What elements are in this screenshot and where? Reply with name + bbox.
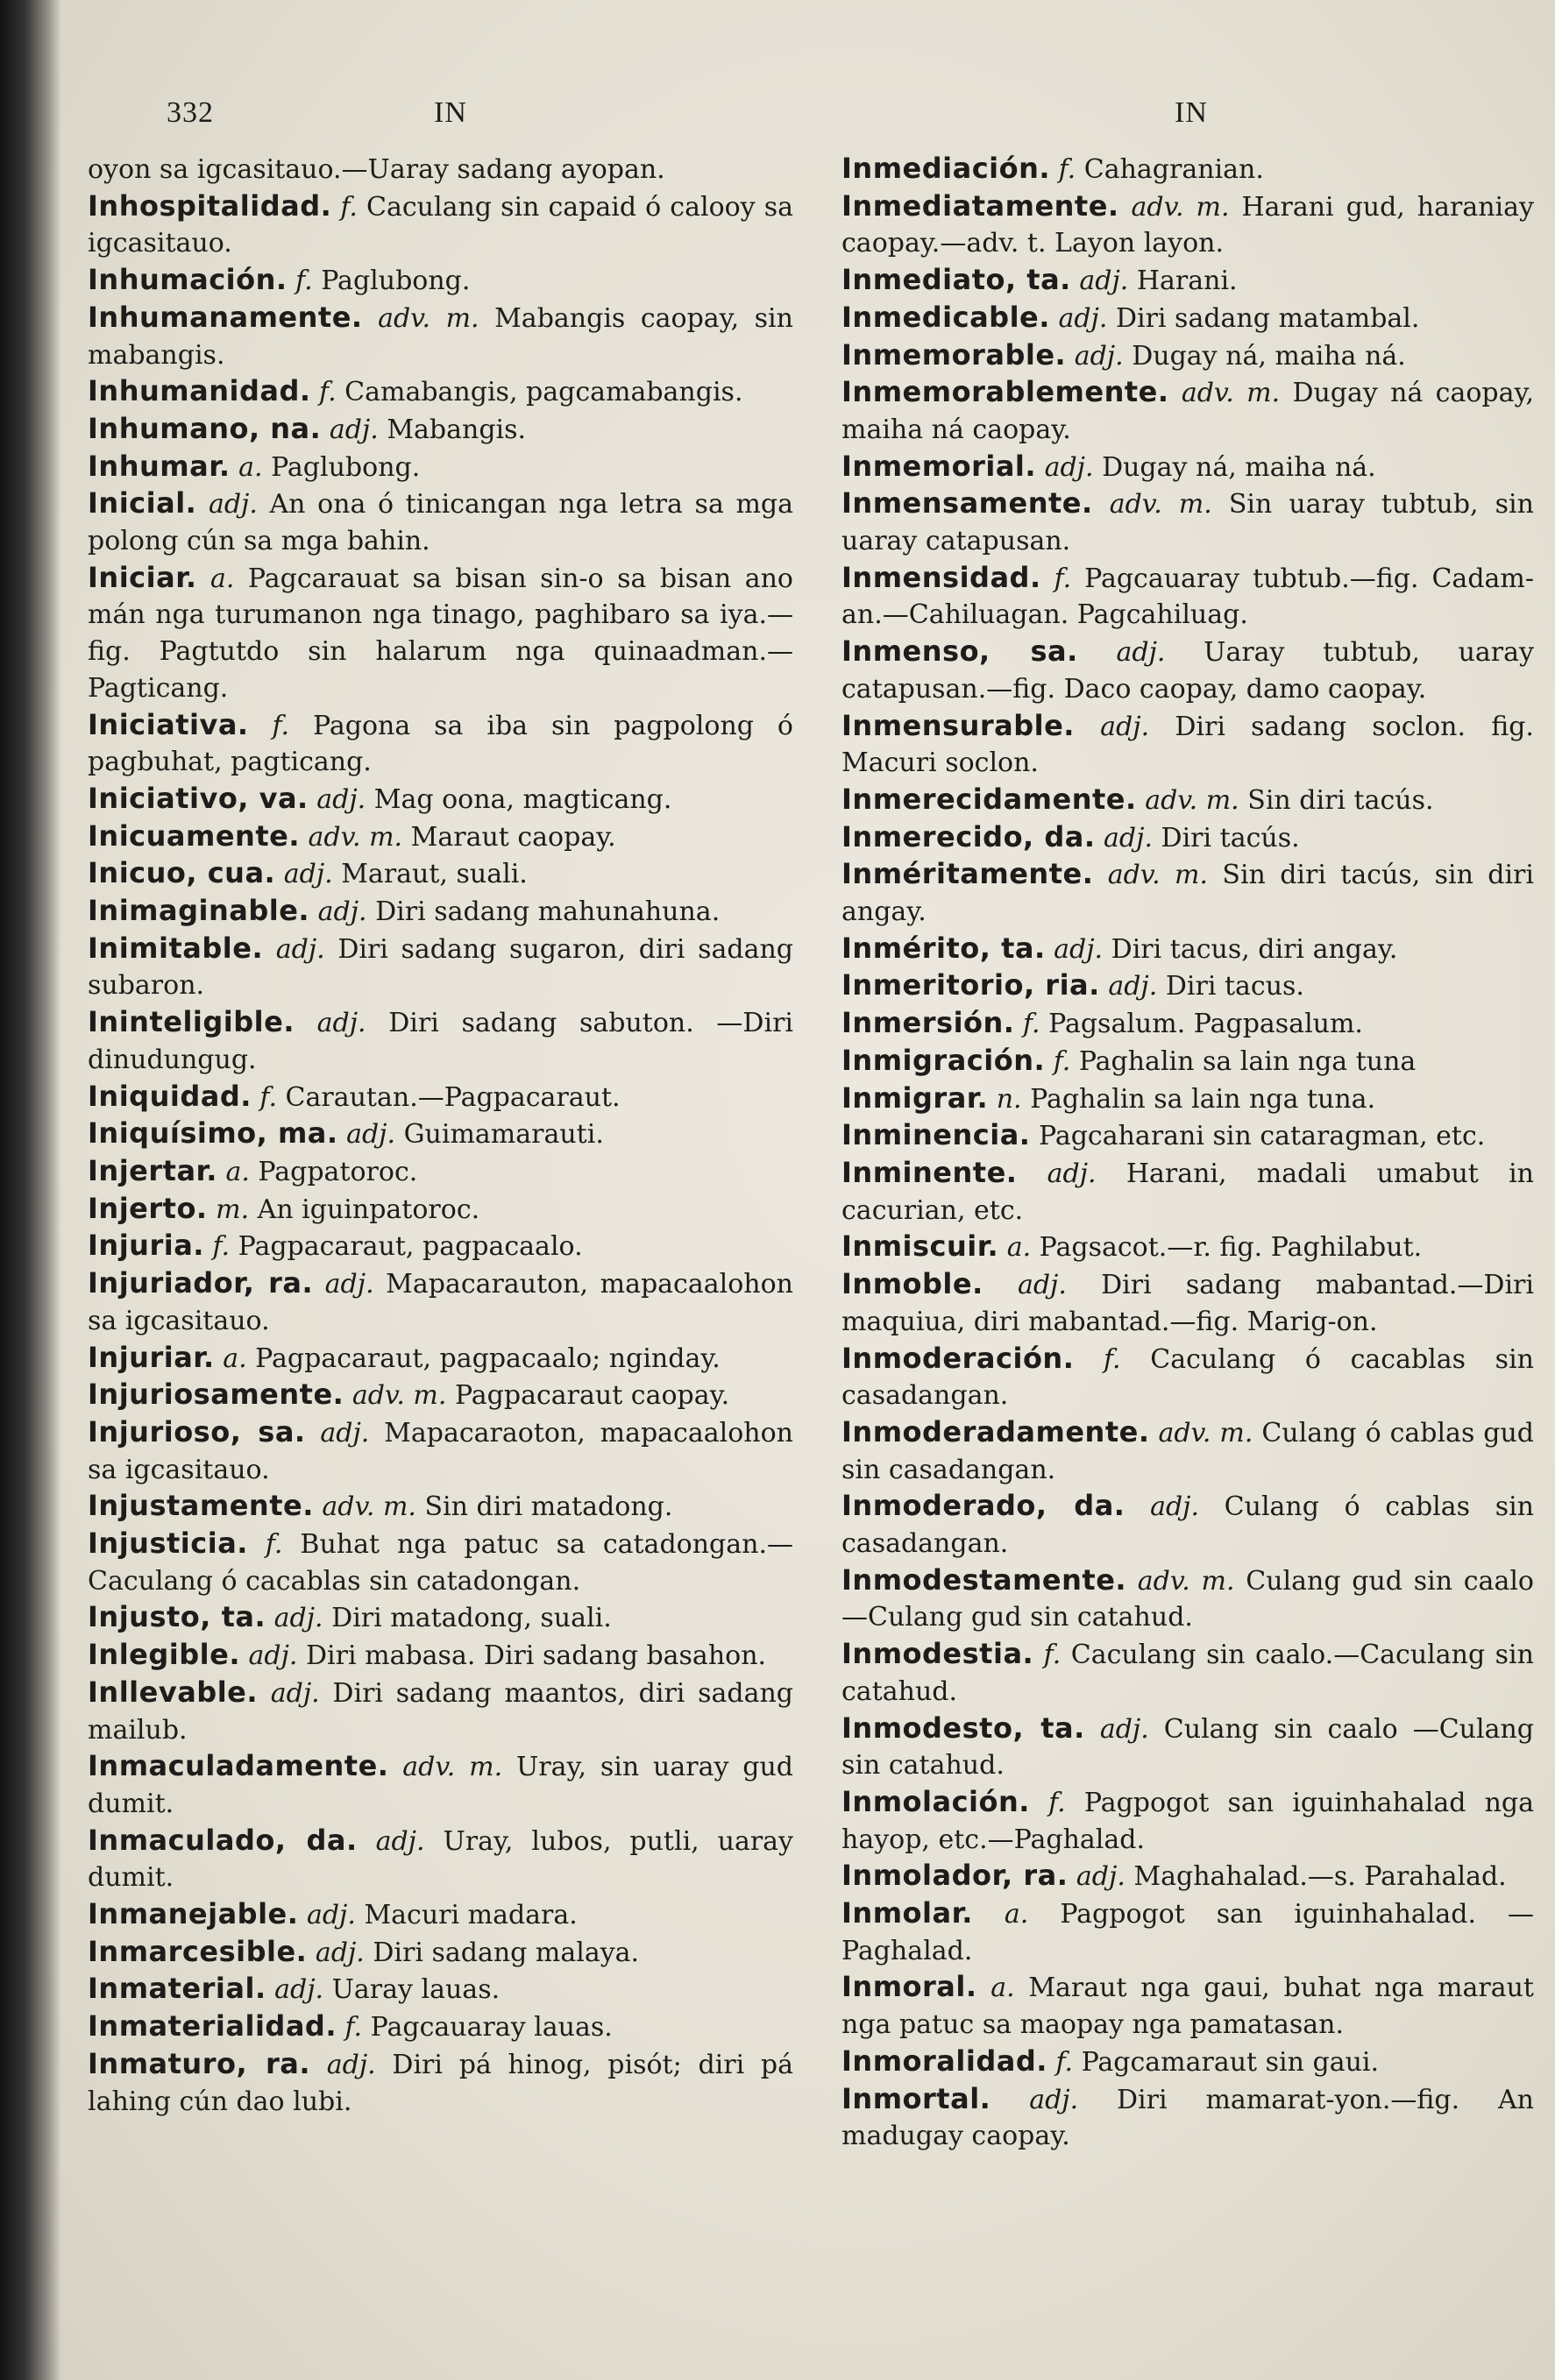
- dictionary-entry: [88, 1675, 793, 1748]
- entry-grammar-tag: f.: [1053, 1045, 1071, 1077]
- entry-headword: Inhumar.: [88, 449, 231, 483]
- dictionary-entry: [88, 485, 793, 559]
- entry-definition: Culang sin caalo —Culang sin catahud.: [841, 1713, 1534, 1781]
- entry-grammar-tag: adj.: [208, 489, 258, 521]
- entry-definition: Maraut nga gaui, buhat nga maraut nga patuc sa maopay nga pamatasan.: [841, 1973, 1534, 2041]
- entry-headword: Iniciar.: [88, 560, 197, 594]
- book-gutter-shadow: [0, 0, 61, 2380]
- dictionary-entry: [841, 819, 1534, 857]
- entry-headword: Inmemorablemente.: [841, 375, 1169, 409]
- entry-grammar-tag: f.: [340, 191, 358, 223]
- dictionary-entry: [841, 485, 1534, 559]
- entry-headword: Inmensamente.: [841, 486, 1093, 521]
- entry-definition: Diri sadang matambal.: [1115, 302, 1420, 334]
- entry-headword: Injuriar.: [88, 1340, 215, 1374]
- dictionary-entry: [841, 300, 1534, 337]
- entry-definition: Diri sadang sabuton. —Diri dinudungug.: [88, 1008, 794, 1075]
- entry-headword: Inmedicable.: [841, 300, 1050, 334]
- entry-definition: Diri sadang sugaron, diri sadang subaron.: [88, 933, 793, 1002]
- dictionary-entry: [841, 337, 1534, 375]
- entry-definition: Pagpacaraut, pagpacaalo; nginday.: [255, 1342, 721, 1374]
- entry-headword: Inimitable.: [88, 931, 264, 965]
- dictionary-entry: [841, 967, 1534, 1005]
- entry-definition: Caculang sin caalo.—Caculang sin catahud.: [841, 1640, 1534, 1707]
- dictionary-entry: [88, 449, 793, 486]
- entry-grammar-tag: f.: [1055, 2046, 1074, 2078]
- entry-headword: Inméritamente.: [841, 857, 1094, 891]
- dictionary-entry: [841, 1117, 1534, 1155]
- entry-grammar-tag: adj.: [275, 933, 325, 965]
- dictionary-entry: [88, 1265, 793, 1339]
- entry-grammar-tag: a.: [210, 563, 235, 594]
- entry-headword: Inmodestamente.: [841, 1562, 1127, 1597]
- right-guide-word: IN: [1175, 96, 1208, 129]
- entry-grammar-tag: f.: [212, 1231, 231, 1263]
- entry-grammar-tag: a.: [1004, 1899, 1029, 1930]
- dictionary-entry: [841, 634, 1534, 707]
- entry-headword: Inmigrar.: [841, 1080, 989, 1115]
- entry-headword: Inmérito, ta.: [841, 931, 1046, 965]
- entry-headword: Inmediato, ta.: [841, 263, 1071, 297]
- dictionary-entry: [88, 1414, 793, 1488]
- entry-definition: Mapacarauton, mapacaalohon sa igcasitauo.: [88, 1269, 793, 1336]
- entry-grammar-tag: adj.: [1116, 637, 1166, 669]
- entry-headword: Iniciativa.: [88, 707, 249, 741]
- entry-definition: Diri mamarat-yon.—fig. An madugay caopay.: [841, 2084, 1534, 2152]
- entry-headword: Inhumanamente.: [88, 300, 363, 334]
- dictionary-entry: [841, 560, 1534, 634]
- entry-headword: Inicuamente.: [88, 818, 300, 853]
- dictionary-entry: [88, 1153, 793, 1191]
- entry-headword: Iniciativo, va.: [88, 781, 309, 815]
- dictionary-entry: [88, 151, 793, 188]
- entry-grammar-tag: adj.: [316, 783, 366, 815]
- dictionary-entry: [841, 1784, 1534, 1858]
- entry-definition: Pagona sa iba sin pagpolong ó pagbuhat, pagticang.: [88, 710, 793, 778]
- entry-grammar-tag: f.: [272, 710, 290, 741]
- entry-grammar-tag: f.: [295, 266, 313, 297]
- entry-headword: Inmaterial.: [88, 1972, 266, 2006]
- entry-definition: Caculang sin capaid ó calooy sa igcasitauo.: [88, 191, 793, 259]
- dictionary-entry: [88, 931, 793, 1004]
- entry-headword: Injuriosamente.: [88, 1378, 344, 1412]
- entry-grammar-tag: adj.: [1104, 822, 1153, 854]
- entry-grammar-tag: adv. m.: [1131, 191, 1230, 223]
- entry-headword: Injertar.: [88, 1153, 217, 1187]
- entry-grammar-tag: adj.: [375, 1825, 425, 1857]
- entry-headword: Inmolación.: [841, 1784, 1030, 1818]
- entry-grammar-tag: f.: [319, 377, 337, 408]
- entry-headword: Injusticia.: [88, 1526, 248, 1561]
- left-guide-word: IN: [434, 96, 467, 129]
- dictionary-entry: [841, 188, 1534, 262]
- dictionary-entry: [841, 1969, 1534, 2043]
- entry-definition: An iguinpatoroc.: [257, 1194, 480, 1225]
- entry-grammar-tag: a.: [225, 1156, 250, 1187]
- entry-definition: Sin diri tacús, sin diri angay.: [841, 860, 1534, 928]
- entry-grammar-tag: a.: [1006, 1232, 1032, 1264]
- entry-definition: Harani.: [1136, 266, 1238, 297]
- entry-headword: Inmemorial.: [841, 449, 1037, 483]
- entry-headword: Inmoderadamente.: [841, 1414, 1150, 1449]
- entry-definition: Caculang ó cacablas sin casadangan.: [841, 1343, 1534, 1412]
- entry-headword: Inllevable.: [88, 1675, 259, 1709]
- entry-definition: Maraut caopay.: [410, 821, 616, 853]
- entry-definition: Pagcauaray lauas.: [370, 2012, 613, 2044]
- entry-headword: Inminencia.: [841, 1118, 1031, 1152]
- entry-headword: Inmensurable.: [841, 708, 1075, 742]
- dictionary-entry: [88, 411, 793, 449]
- entry-headword: Inmeritorio, ria.: [841, 968, 1100, 1002]
- entry-definition: Pagpacaraut caopay.: [454, 1380, 730, 1412]
- entry-definition: An ona ó tinicangan nga letra sa mga polong cún sa mga bahin.: [88, 489, 793, 557]
- entry-headword: Inmigración.: [841, 1043, 1046, 1077]
- entry-headword: Inmemorable.: [841, 337, 1067, 372]
- entry-grammar-tag: adj.: [326, 2049, 376, 2080]
- entry-definition: Diri tacús.: [1161, 822, 1300, 854]
- entry-headword: Injerto.: [88, 1191, 208, 1225]
- entry-headword: Inhumano, na.: [88, 411, 322, 445]
- entry-definition: Sin diri matadong.: [424, 1491, 673, 1523]
- dictionary-entry: [841, 1414, 1534, 1488]
- dictionary-entry: [88, 855, 793, 893]
- dictionary-entry: [841, 262, 1534, 300]
- entry-definition: Diri tacus.: [1165, 971, 1304, 1002]
- entry-definition: Pagpatoroc.: [258, 1156, 418, 1187]
- entry-grammar-tag: adv. m.: [1158, 1417, 1253, 1449]
- entry-headword: Inmediación.: [841, 152, 1051, 185]
- entry-grammar-tag: a.: [223, 1342, 247, 1374]
- entry-headword: Inlegible.: [88, 1638, 240, 1672]
- entry-grammar-tag: adj.: [329, 414, 379, 445]
- dictionary-entry: [841, 151, 1534, 188]
- entry-definition: Uaray tubtub, uaray catapusan.—fig. Daco caopay, damo caopay.: [841, 637, 1534, 705]
- entry-definition: Diri tacus, diri angay.: [1111, 933, 1398, 965]
- entry-definition: Culang ó cablas gud sin casadangan.: [841, 1417, 1535, 1485]
- entry-definition: Carautan.—Pagpacaraut.: [285, 1081, 621, 1113]
- entry-headword: Inmaturo, ra.: [88, 2046, 310, 2080]
- entry-grammar-tag: adv. m.: [322, 1491, 416, 1523]
- entry-definition: Paghalin sa lain nga tuna.: [1030, 1083, 1376, 1115]
- entry-headword: Inmenso, sa.: [841, 634, 1078, 669]
- entry-definition: Uaray lauas.: [331, 1974, 501, 2006]
- dictionary-entry: [88, 1116, 793, 1153]
- dictionary-entry: [88, 1228, 793, 1265]
- entry-headword: Inminente.: [841, 1155, 1018, 1189]
- dictionary-entry: [841, 1080, 1534, 1118]
- entry-headword: Inmersión.: [841, 1006, 1015, 1040]
- entry-grammar-tag: adj.: [306, 1900, 356, 1931]
- entry-grammar-tag: n.: [996, 1083, 1022, 1115]
- entry-definition: Pagsacot.—r. fig. Paghilabut.: [1039, 1232, 1423, 1264]
- entry-definition: Diri pá hinog, pisót; diri pá lahing cún dao lubi.: [88, 2049, 793, 2117]
- entry-headword: Inmanejable.: [88, 1897, 299, 1931]
- entry-definition: Buhat nga patuc sa catadongan.—Caculang ó cacablas sin catadongan.: [88, 1529, 793, 1597]
- entry-headword: Inmarcesible.: [88, 1934, 308, 1968]
- entry-grammar-tag: f.: [1023, 1009, 1040, 1040]
- entry-grammar-tag: f.: [1058, 154, 1076, 185]
- entry-grammar-tag: adj.: [274, 1974, 324, 2006]
- dictionary-entry: [841, 1562, 1534, 1636]
- dictionary-entry: [841, 782, 1534, 819]
- entry-headword: Ininteligible.: [88, 1005, 295, 1039]
- entry-definition: Pagpogot san iguinhahalad. —Paghalad.: [841, 1899, 1534, 1966]
- dictionary-entry: [88, 1748, 793, 1822]
- entry-definition: Mabangis caopay, sin mabangis.: [88, 302, 793, 371]
- dictionary-entry: [88, 1637, 793, 1675]
- entry-headword: Inmodestia.: [841, 1637, 1034, 1671]
- entry-grammar-tag: f.: [265, 1529, 283, 1561]
- entry-headword: Inicial.: [88, 486, 197, 521]
- entry-headword: Inmortal.: [841, 2081, 991, 2115]
- dictionary-entry: [841, 1266, 1534, 1340]
- entry-grammar-tag: adj.: [1047, 1158, 1097, 1189]
- entry-grammar-tag: adj.: [1099, 1713, 1149, 1745]
- entry-grammar-tag: adv. m.: [1181, 378, 1281, 409]
- entry-definition: Harani, madali umabut in cacurian, etc.: [841, 1158, 1534, 1226]
- entry-grammar-tag: adj.: [1054, 933, 1104, 965]
- entry-grammar-tag: adv. m.: [308, 821, 403, 853]
- entry-headword: Injuriador, ra.: [88, 1266, 314, 1300]
- entry-headword: Inhumación.: [88, 263, 288, 297]
- entry-definition: Diri sadang mabantad.—Diri maquiua, diri mabantad.—fig. Marig-on.: [841, 1270, 1534, 1337]
- entry-grammar-tag: adj.: [270, 1677, 320, 1709]
- entry-grammar-tag: adv. m.: [402, 1752, 503, 1783]
- entry-grammar-tag: adj.: [1029, 2084, 1079, 2115]
- entry-grammar-tag: adv. m.: [378, 302, 479, 334]
- entry-headword: Inmerecido, da.: [841, 819, 1096, 854]
- entry-headword: Inmolador, ra.: [841, 1859, 1069, 1893]
- entry-definition: Diri sadang mahunahuna.: [375, 896, 721, 928]
- dictionary-entry: [841, 1229, 1534, 1266]
- dictionary-entry: [88, 1079, 793, 1116]
- entry-grammar-tag: adv. m.: [1145, 784, 1239, 816]
- entry-headword: Inmaculadamente.: [88, 1749, 389, 1783]
- entry-definition: Pagcauaray tubtub.—fig. Cadam-an.—Cahiluagan. Pagcahiluag.: [841, 563, 1534, 631]
- entry-definition: Dugay ná, maiha ná.: [1132, 340, 1406, 372]
- dictionary-entry: [88, 2046, 793, 2120]
- entry-grammar-tag: f.: [344, 2012, 363, 2044]
- entry-grammar-tag: adj.: [283, 859, 333, 890]
- dictionary-entry: [88, 1340, 793, 1378]
- dictionary-entry: [841, 1895, 1534, 1969]
- entry-grammar-tag: adj.: [1108, 971, 1158, 1002]
- entry-definition: Maghahalad.—s. Parahalad.: [1133, 1861, 1507, 1893]
- entry-definition: Pagcamaraut sin gaui.: [1081, 2046, 1380, 2078]
- entry-grammar-tag: adj.: [316, 1008, 366, 1039]
- entry-definition: Dugay ná caopay, maiha ná caopay.: [841, 378, 1534, 445]
- dictionary-entry: [88, 818, 793, 856]
- dictionary-entry: [88, 262, 793, 300]
- entry-grammar-tag: adj.: [320, 1417, 370, 1449]
- entry-grammar-tag: adv. m.: [1107, 860, 1209, 891]
- entry-grammar-tag: adj.: [1100, 711, 1150, 742]
- dictionary-entry: [841, 2044, 1534, 2081]
- entry-grammar-tag: adj.: [1044, 451, 1094, 483]
- entry-headword: Inmoble.: [841, 1267, 983, 1301]
- entry-grammar-tag: adj.: [317, 896, 367, 928]
- entry-definition: Macuri madara.: [364, 1900, 578, 1931]
- entry-grammar-tag: adv. m.: [1137, 1565, 1235, 1597]
- dictionary-entry: [841, 374, 1534, 448]
- entry-definition: Diri matadong, suali.: [331, 1603, 612, 1634]
- entry-definition: Pagsalum. Pagpasalum.: [1048, 1009, 1363, 1040]
- dictionary-entry: [88, 188, 793, 262]
- dictionary-entry: [88, 707, 793, 781]
- entry-definition: Pagcarauat sa bisan sin-o sa bisan ano mán nga turumanon nga tinago, paghibaro sa iya.—fig. Pagtutdo sin halarum nga quinaadman.—Pagticang.: [88, 563, 793, 704]
- entry-headword: Inmaterialidad.: [88, 2009, 337, 2044]
- entry-grammar-tag: adj.: [315, 1937, 365, 1968]
- entry-headword: Injustamente.: [88, 1489, 314, 1523]
- entry-grammar-tag: adj.: [273, 1603, 323, 1634]
- entry-headword: Inimaginable.: [88, 894, 310, 928]
- entry-definition: Sin uaray tubtub, sin uaray catapusan.: [841, 489, 1534, 557]
- entry-definition: Paglubong.: [271, 451, 421, 483]
- entry-headword: Iniquísimo, ma.: [88, 1116, 338, 1151]
- entry-headword: Inmoderado, da.: [841, 1489, 1125, 1523]
- dictionary-entry: [88, 1971, 793, 2008]
- entry-headword: Injusto, ta.: [88, 1600, 266, 1634]
- entry-definition: Diri sadang maantos, diri sadang mailub.: [88, 1677, 794, 1746]
- entry-grammar-tag: m.: [216, 1194, 250, 1225]
- dictionary-entry: [88, 1526, 793, 1599]
- entry-headword: Inhospitalidad.: [88, 188, 332, 223]
- entry-grammar-tag: adj.: [1079, 266, 1129, 297]
- dictionary-entry: [841, 708, 1534, 782]
- entry-headword: Inmiscuir.: [841, 1229, 999, 1264]
- dictionary-entry: [88, 1377, 793, 1414]
- dictionary-entry: [88, 2008, 793, 2046]
- entry-grammar-tag: adv. m.: [1109, 489, 1212, 521]
- dictionary-entry: [841, 1858, 1534, 1895]
- entry-headword: Iniquidad.: [88, 1079, 252, 1113]
- entry-definition: Diri sadang malaya.: [373, 1937, 640, 1968]
- entry-definition: Mabangis.: [387, 414, 527, 445]
- dictionary-entry: [88, 1191, 793, 1229]
- entry-grammar-tag: a.: [238, 451, 263, 483]
- entry-headword: Inmoderación.: [841, 1341, 1075, 1375]
- dictionary-entry: [841, 2081, 1534, 2155]
- entry-grammar-tag: adj.: [324, 1269, 374, 1300]
- dictionary-entry: [88, 560, 793, 707]
- entry-grammar-tag: f.: [259, 1081, 277, 1113]
- entry-grammar-tag: f.: [1043, 1640, 1062, 1671]
- entry-definition: Culang gud sin caalo—Culang gud sin catahud.: [841, 1565, 1534, 1633]
- entry-headword: Inmoral.: [841, 1970, 977, 2004]
- entry-definition: Maraut, suali.: [341, 859, 528, 890]
- entry-definition: Paghalin sa lain nga tuna: [1078, 1045, 1417, 1077]
- entry-headword: Inhumanidad.: [88, 374, 311, 408]
- dictionary-entry: [841, 1636, 1534, 1710]
- entry-definition: Uray, lubos, putli, uaray dumit.: [88, 1825, 794, 1894]
- dictionary-entry: [88, 1004, 793, 1078]
- right-column: [841, 151, 1534, 2155]
- entry-definition: oyon sa igcasitauo.—Uaray sadang ayopan.: [88, 154, 665, 185]
- entry-definition: Harani gud, haraniay caopay.—adv. t. Layon layon.: [841, 191, 1534, 259]
- entry-grammar-tag: adv. m.: [351, 1380, 447, 1412]
- dictionary-entry: [88, 1823, 793, 1896]
- entry-grammar-tag: adj.: [1076, 1861, 1125, 1893]
- entry-definition: Paglubong.: [321, 266, 471, 297]
- dictionary-entry: [841, 1155, 1534, 1229]
- entry-headword: Inmodesto, ta.: [841, 1711, 1085, 1745]
- entry-headword: Inicuo, cua.: [88, 856, 276, 890]
- entry-headword: Inmaculado, da.: [88, 1823, 358, 1857]
- dictionary-entry: [88, 1934, 793, 1972]
- entry-headword: Injuria.: [88, 1229, 204, 1263]
- entry-definition: Guimamarauti.: [403, 1119, 604, 1151]
- entry-definition: Uray, sin uaray gud dumit.: [88, 1752, 793, 1819]
- entry-headword: Injurioso, sa.: [88, 1414, 306, 1449]
- entry-grammar-tag: adj.: [1058, 302, 1108, 334]
- entry-headword: Inmediatamente.: [841, 188, 1119, 223]
- dictionary-entry: [841, 449, 1534, 486]
- dictionary-entry: [841, 931, 1534, 968]
- entry-grammar-tag: f.: [1054, 563, 1072, 594]
- dictionary-entry: [841, 1043, 1534, 1080]
- page-number: 332: [167, 96, 214, 129]
- dictionary-entry: [88, 781, 793, 818]
- entry-definition: Cahagranian.: [1083, 154, 1264, 185]
- page-header: [0, 96, 1555, 140]
- dictionary-entry: [88, 1896, 793, 1934]
- entry-grammar-tag: adj.: [346, 1119, 396, 1151]
- entry-definition: Pagcaharani sin cataragman, etc.: [1039, 1121, 1486, 1152]
- entry-definition: Mapacaraoton, mapacaalohon sa igcasitauo.: [88, 1417, 793, 1485]
- entry-definition: Diri sadang soclon. fig. Macuri soclon.: [841, 711, 1534, 779]
- entry-definition: Pagpacaraut, pagpacaalo.: [238, 1231, 583, 1263]
- dictionary-entry: [841, 1488, 1534, 1562]
- entry-grammar-tag: adj.: [1017, 1270, 1067, 1301]
- dictionary-entry: [841, 1341, 1534, 1414]
- dictionary-entry: [841, 1005, 1534, 1043]
- entry-definition: Sin diri tacús.: [1247, 784, 1434, 816]
- dictionary-entry: [841, 1711, 1534, 1784]
- entry-definition: Mag oona, magticang.: [373, 783, 672, 815]
- entry-definition: Camabangis, pagcamabangis.: [344, 377, 743, 408]
- entry-grammar-tag: a.: [991, 1973, 1015, 2004]
- left-column: [88, 151, 793, 2120]
- entry-grammar-tag: adj.: [1074, 340, 1124, 372]
- entry-definition: Diri mabasa. Diri sadang basahon.: [306, 1640, 767, 1672]
- dictionary-entry: [88, 1599, 793, 1637]
- dictionary-entry: [88, 1488, 793, 1526]
- dictionary-entry: [841, 856, 1534, 930]
- entry-definition: Dugay ná, maiha ná.: [1102, 451, 1376, 483]
- entry-grammar-tag: adj.: [1150, 1491, 1200, 1523]
- entry-grammar-tag: f.: [1104, 1343, 1121, 1375]
- entry-grammar-tag: adj.: [248, 1640, 298, 1672]
- entry-definition: Culang ó cablas sin casadangan.: [841, 1491, 1534, 1560]
- dictionary-entry: [88, 373, 793, 411]
- dictionary-entry: [88, 300, 793, 373]
- entry-definition: Pagpogot san iguinhahalad nga hayop, etc.—Paghalad.: [841, 1787, 1534, 1855]
- entry-grammar-tag: f.: [1048, 1787, 1066, 1818]
- dictionary-entry: [88, 893, 793, 931]
- entry-headword: Inmolar.: [841, 1896, 973, 1930]
- entry-headword: Inmensidad.: [841, 560, 1041, 594]
- entry-headword: Inmoralidad.: [841, 2044, 1047, 2078]
- entry-headword: Inmerecidamente.: [841, 782, 1137, 816]
